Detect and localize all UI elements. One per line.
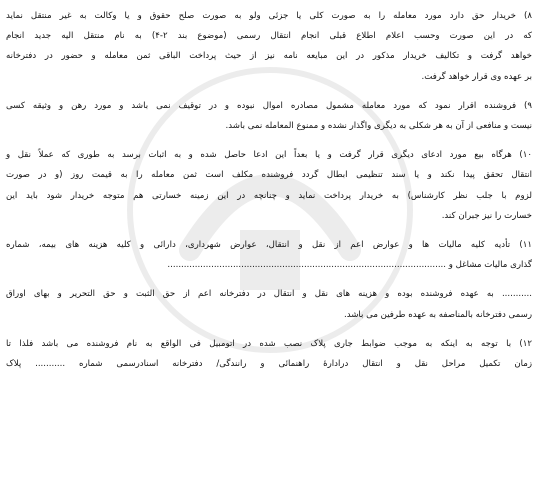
text-line: که در این صورت وحسب اعلام اطلاع قبلی انجام انتقال رسمی (موضوع بند ۲-۴) به نام منتقل الیه جدید انجام [6, 31, 532, 42]
text-line: ۹) فروشنده اقرار نمود که مورد معامله مشمول مصادره اموال نبوده و در توقیف نمی باشد و مورد رهن و وثیقه کسی [6, 100, 532, 111]
text-line: گذاری مالیات مشاغل و ...................................................................................................... [167, 260, 532, 271]
document-body [6, 6, 532, 383]
text-line: ۸) خریدار حق دارد مورد معامله را به صورت کلی یا جزئی ولو به صورت صلح حقوق و یا وکالت به غیر منتقل نماید [6, 11, 532, 21]
text-line: لزوم با جلب نظر کارشناس) به خریدار پرداخت نماید و چنانچه در این زمینه خسارتی هم متوجه خریدار شود باید این [6, 190, 532, 201]
clause-10 [6, 145, 532, 226]
text-line: بر عهده وی قرار خواهد گرفت. [421, 71, 532, 82]
clause-8 [6, 6, 532, 87]
text-line: رسمی دفترخانه بالمناصفه به عهده طرفین می باشد. [343, 309, 532, 320]
clause-11 [6, 235, 532, 275]
text-line: ........... به عهده فروشنده بوده و هزینه های نقل و انتقال در دفترخانه اعم از حق الثبت و حق التحریر و بهای اوراق [6, 289, 532, 300]
clause-9 [6, 96, 532, 136]
text-line: خسارت را نیز جبران کند. [441, 210, 532, 221]
text-line: خواهد گرفت و تکالیف خریدار مذکور در این مبایعه نامه نیز از حیث پرداخت الباقی ثمن معامله و حضور در دفترخانه [6, 51, 532, 62]
text-line: انتقال تحقق پیدا نکند و یا سند تنظیمی ابطال گردد فروشنده مکلف است ثمن معامله را به قیمت روز (و در صورت [6, 170, 532, 181]
clause-12 [6, 334, 532, 374]
text-line: زمان تکمیل مراحل نقل و انتقال درادارهٔ راهنمائی و رانندگی/ دفترخانه اسنادرسمی شماره ........... پلاک [6, 359, 532, 370]
text-line: ۱۱) تأدیه کلیه مالیات ها و عوارض اعم از نقل و انتقال، عوارض شهرداری، دارائی و کلیه هزینه های بیمه، شماره [6, 240, 532, 251]
text-line: ۱۲) با توجه به اینکه به موجب ضوابط جاری پلاک نصب شده در اتومبیل فی الواقع به نام فروشنده می باشد فلذا تا [6, 338, 532, 349]
clause-11-continued [6, 284, 532, 324]
text-line: نیست و منافعی از آن به هر شکلی به دیگری واگذار نشده و ممنوع المعامله نمی باشد. [225, 121, 532, 132]
text-line: ۱۰) هرگاه بیع مورد ادعای دیگری قرار گرفت و یا بعداً این ادعا حاصل شده و به اثبات برسد به طوری که عملاً نقل و [6, 150, 532, 161]
